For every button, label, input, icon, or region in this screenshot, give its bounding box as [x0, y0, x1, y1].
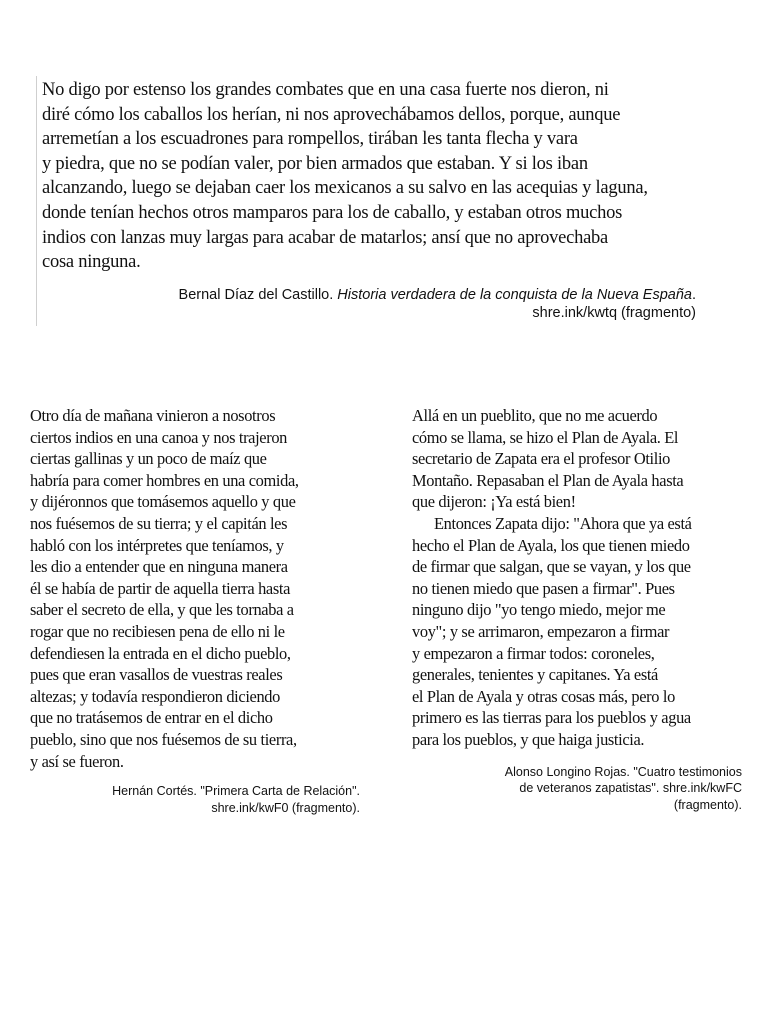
text-line: ciertas gallinas y un poco de maíz que: [30, 449, 267, 469]
text-line: alcanzando, luego se dejaban caer los mexicanos a su salvo en las acequias y laguna,: [42, 178, 648, 199]
text-line: habría para comer hombres en una comida,: [30, 470, 299, 490]
text-line: Montaño. Repasaban el Plan de Ayala hasta: [412, 470, 684, 490]
text-line: el Plan de Ayala y otras cosas más, pero lo: [412, 686, 675, 706]
text-line: les dio a entender que en ninguna manera: [30, 557, 288, 577]
text-line: Entonces Zapata dijo: "Ahora que ya está: [434, 513, 692, 533]
text-line: voy"; y se arrimaron, empezaron a firmar: [412, 621, 670, 641]
text-line: altezas; y todavía respondieron diciendo: [30, 686, 280, 706]
text-line: no tienen miedo que pasen a firmar". Pues: [412, 578, 675, 598]
text-line: secretario de Zapata era el profesor Otilio: [412, 449, 670, 469]
left-excerpt-citation: [30, 783, 370, 816]
text-line: defendiesen la entrada en el dicho pueblo,: [30, 643, 291, 663]
text-line: pueblo, sino que nos fuésemos de su tierra,: [30, 729, 297, 749]
citation-source: shre.ink/kwtq (fragmento): [532, 305, 696, 321]
right-excerpt-citation: [412, 764, 742, 814]
citation-title-end: .: [691, 287, 696, 303]
text-line: y así se fueron.: [30, 751, 124, 771]
left-excerpt: [30, 405, 370, 816]
text-line: para los pueblos, y que haiga justicia.: [412, 729, 645, 749]
text-line: No digo por estenso los grandes combates que en una casa fuerte nos dieron, ni: [42, 80, 609, 100]
text-line: ciertos indios en una canoa y nos trajeron: [30, 427, 288, 447]
text-line: de firmar que salgan, que se vayan, y los que: [412, 557, 691, 577]
right-excerpt-text: [412, 405, 742, 751]
citation-line: Alonso Longino Rojas. "Cuatro testimonios: [504, 764, 742, 779]
text-line: y dijéronnos que tomásemos aquello y que: [30, 492, 296, 512]
text-line: y empezaron a firmar todos: coroneles,: [412, 643, 655, 663]
text-line: que no tratásemos de entrar en el dicho: [30, 708, 273, 728]
citation-title: Historia verdadera de la conquista de la Nueva España: [337, 287, 692, 303]
citation-line: [179, 286, 696, 304]
top-excerpt-text: [42, 78, 648, 275]
text-line: Otro día de mañana vinieron a nosotros: [30, 406, 276, 425]
text-line: y piedra, que no se podían valer, por bien armados que estaban. Y si los iban: [42, 153, 588, 174]
citation-line: Hernán Cortés. "Primera Carta de Relación".: [112, 784, 360, 799]
text-line: cómo se llama, se hizo el Plan de Ayala. El: [412, 427, 679, 447]
text-line: Allá en un pueblito, que no me acuerdo: [412, 406, 658, 425]
citation-line: de veteranos zapatistas". shre.ink/kwFC: [519, 781, 742, 795]
citation-line: (fragmento).: [673, 797, 742, 812]
citation-author: Bernal Díaz del Castillo.: [178, 287, 338, 303]
text-line: que dijeron: ¡Ya está bien!: [412, 492, 576, 512]
text-line: cosa ninguna.: [42, 252, 141, 273]
text-line: nos fuésemos de su tierra; y el capitán les: [30, 513, 288, 533]
top-excerpt-citation: [179, 286, 696, 322]
text-line: primero es las tierras para los pueblos y agua: [412, 708, 691, 728]
text-line: rogar que no recibiesen pena de ello ni le: [30, 621, 285, 641]
text-line: arremetían a los escuadrones para rompellos, tirában les tanta flecha y vara: [42, 129, 578, 150]
text-line: habló con los intérpretes que teníamos, y: [30, 535, 284, 555]
text-line: saber el secreto de ella, y que les tornaba a: [30, 600, 294, 620]
citation-line: shre.ink/kwF0 (fragmento).: [211, 800, 360, 815]
left-excerpt-text: [30, 405, 370, 772]
right-excerpt: [412, 405, 742, 813]
text-line: generales, tenientes y capitanes. Ya está: [412, 665, 658, 685]
text-line: donde tenían hechos otros mamparos para los de caballo, y estaban otros muchos: [42, 202, 623, 223]
quote-border-line: [36, 76, 37, 326]
top-excerpt: [36, 68, 736, 330]
text-line: él se había de partir de aquella tierra hasta: [30, 578, 291, 598]
text-line: hecho el Plan de Ayala, los que tienen miedo: [412, 535, 690, 555]
text-line: diré cómo los caballos los herían, ni nos aprovechábamos dellos, porque, aunque: [42, 104, 621, 125]
text-line: indios con lanzas muy largas para acabar de matarlos; ansí que no aprovechaba: [42, 227, 609, 248]
text-line: pues que eran vasallos de vuestras reales: [30, 665, 283, 685]
text-line: ninguno dijo "yo tengo miedo, mejor me: [412, 600, 666, 620]
